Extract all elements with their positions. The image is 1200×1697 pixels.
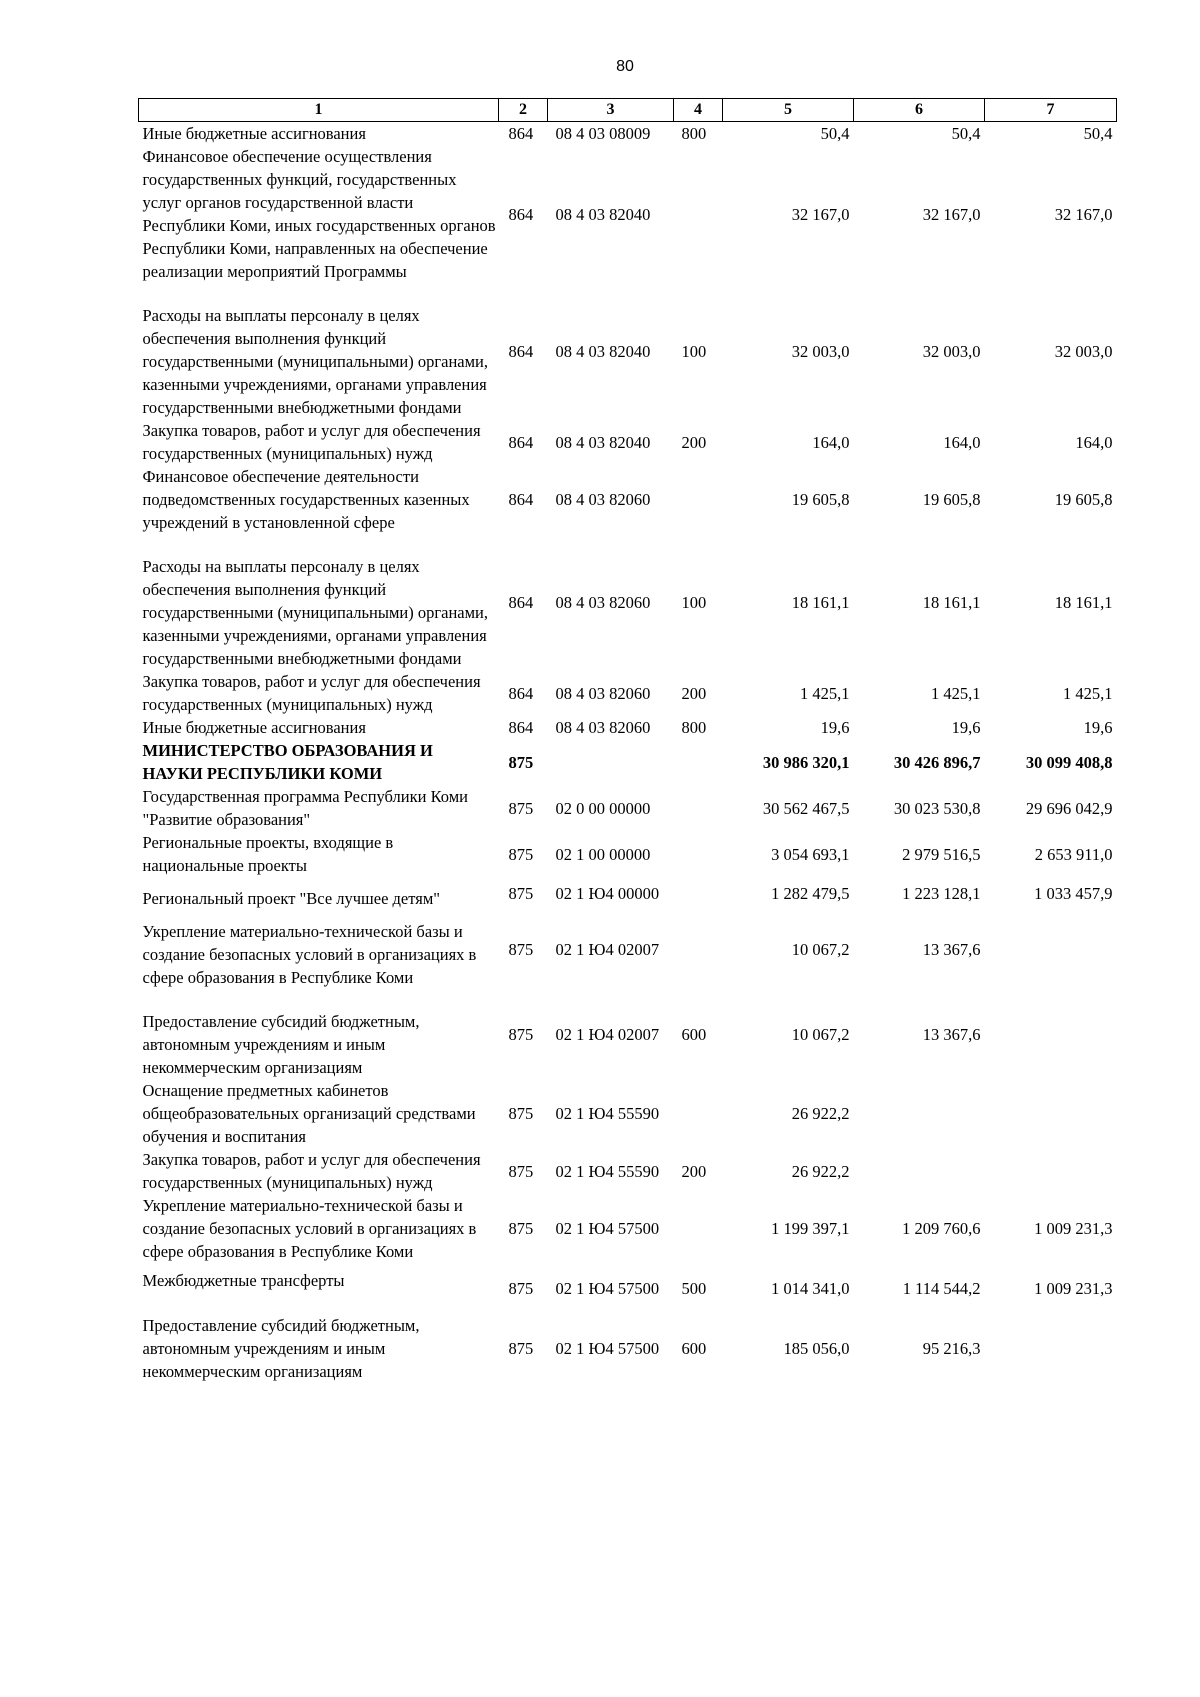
table-row xyxy=(139,1314,1117,1383)
row-admin-code: 875 xyxy=(508,1161,534,1181)
row-value-col6: 164,0 xyxy=(943,432,981,452)
row-value-col5: 50,4 xyxy=(820,124,850,143)
row-target-article: 08 4 03 82060 xyxy=(555,490,651,509)
row-value-col5: 32 167,0 xyxy=(791,204,850,224)
table-row xyxy=(139,419,1117,465)
row-expense-type xyxy=(674,877,723,910)
row-value-col6: 1 223 128,1 xyxy=(902,884,981,903)
row-admin-code: 875 xyxy=(508,1024,534,1044)
row-admin-code: 875 xyxy=(508,798,534,818)
budget-table-container xyxy=(138,98,1116,1383)
row-expense-type: 800 xyxy=(681,718,707,737)
row-value-col7 xyxy=(985,1314,1117,1383)
row-value-col6: 13 367,6 xyxy=(922,1024,981,1044)
row-admin-code: 864 xyxy=(508,683,534,703)
header-col-2: 2 xyxy=(499,99,548,122)
table-row xyxy=(139,145,1117,283)
header-col-7: 7 xyxy=(985,99,1117,122)
row-target-article xyxy=(548,739,674,785)
row-value-col5: 164,0 xyxy=(812,432,850,452)
row-value-col7: 32 003,0 xyxy=(1054,341,1113,361)
row-admin-code: 864 xyxy=(508,124,534,143)
row-name: Финансовое обеспечение осуществления государственных функций, государственных услуг органов государственной власти Республики Коми, иных государственных органов Республики Коми, направленных на обеспечение реализации мероприятий Программы xyxy=(142,147,496,281)
row-value-col6: 1 425,1 xyxy=(931,683,981,703)
table-row xyxy=(139,877,1117,910)
table-row xyxy=(139,910,1117,989)
row-admin-code: 875 xyxy=(508,752,534,772)
row-expense-type xyxy=(674,465,723,534)
page-number: 80 xyxy=(616,58,634,75)
row-name: Межбюджетные трансферты xyxy=(142,1271,345,1290)
row-expense-type: 100 xyxy=(681,341,707,361)
row-target-article: 02 1 Ю4 57500 xyxy=(555,1219,660,1238)
row-value-col5: 26 922,2 xyxy=(791,1104,850,1123)
row-value-col6: 19 605,8 xyxy=(922,490,981,509)
row-value-col5: 26 922,2 xyxy=(791,1161,850,1181)
row-name: МИНИСТЕРСТВО ОБРАЗОВАНИЯ И НАУКИ РЕСПУБЛИКИ КОМИ xyxy=(142,741,433,783)
table-row xyxy=(139,534,1117,670)
row-value-col7 xyxy=(985,1079,1117,1148)
table-row xyxy=(139,283,1117,419)
row-admin-code: 875 xyxy=(508,1104,534,1123)
row-target-article: 08 4 03 82040 xyxy=(555,432,651,452)
row-admin-code: 875 xyxy=(508,1219,534,1238)
row-expense-type xyxy=(674,831,723,877)
row-value-col7: 50,4 xyxy=(1083,124,1113,143)
table-row xyxy=(139,739,1117,785)
row-target-article: 08 4 03 82040 xyxy=(555,204,651,224)
row-expense-type: 200 xyxy=(681,1161,707,1181)
row-value-col7: 1 425,1 xyxy=(1063,683,1113,703)
row-name: Закупка товаров, работ и услуг для обеспечения государственных (муниципальных) нужд xyxy=(142,1150,481,1192)
row-value-col7 xyxy=(985,910,1117,989)
row-target-article: 02 1 Ю4 02007 xyxy=(555,940,660,959)
row-value-col5: 10 067,2 xyxy=(791,940,850,959)
row-admin-code: 864 xyxy=(508,432,534,452)
row-expense-type xyxy=(674,910,723,989)
row-value-col7: 1 009 231,3 xyxy=(1034,1279,1113,1298)
row-admin-code: 864 xyxy=(508,718,534,737)
row-target-article: 08 4 03 82060 xyxy=(555,683,651,703)
table-row xyxy=(139,1194,1117,1263)
row-admin-code: 864 xyxy=(508,592,534,612)
row-value-col5: 1 425,1 xyxy=(800,683,850,703)
row-expense-type: 600 xyxy=(681,1024,707,1044)
row-value-col6: 30 426 896,7 xyxy=(893,752,981,772)
header-col-5: 5 xyxy=(723,99,854,122)
budget-table xyxy=(138,98,1117,1383)
row-admin-code: 864 xyxy=(508,490,534,509)
row-value-col5: 10 067,2 xyxy=(791,1024,850,1044)
table-row xyxy=(139,831,1117,877)
row-value-col5: 3 054 693,1 xyxy=(771,844,850,864)
row-value-col7 xyxy=(985,989,1117,1079)
table-row xyxy=(139,989,1117,1079)
row-value-col6: 18 161,1 xyxy=(922,592,981,612)
table-row xyxy=(139,1079,1117,1148)
row-name: Региональные проекты, входящие в национальные проекты xyxy=(142,833,394,875)
column-number-header-row xyxy=(139,99,1117,122)
row-name: Иные бюджетные ассигнования xyxy=(142,124,366,143)
row-value-col7: 2 653 911,0 xyxy=(1034,844,1113,864)
row-value-col5: 18 161,1 xyxy=(791,592,850,612)
row-name: Государственная программа Республики Коми "Развитие образования" xyxy=(142,787,468,829)
row-value-col7: 1 033 457,9 xyxy=(1034,884,1113,903)
row-target-article: 02 1 Ю4 55590 xyxy=(555,1104,660,1123)
table-row xyxy=(139,122,1117,146)
row-value-col7: 19 605,8 xyxy=(1054,490,1113,509)
row-name: Финансовое обеспечение деятельности подведомственных государственных казенных учреждений в установленной сфере xyxy=(142,467,470,532)
row-value-col7: 30 099 408,8 xyxy=(1025,752,1113,772)
row-value-col6 xyxy=(854,1079,985,1148)
row-expense-type: 200 xyxy=(681,683,707,703)
table-row xyxy=(139,785,1117,831)
row-value-col7: 1 009 231,3 xyxy=(1034,1219,1113,1238)
row-name: Региональный проект "Все лучшее детям" xyxy=(142,889,440,908)
row-admin-code: 875 xyxy=(508,940,534,959)
row-value-col7: 164,0 xyxy=(1075,432,1113,452)
row-value-col5: 19 605,8 xyxy=(791,490,850,509)
row-admin-code: 864 xyxy=(508,341,534,361)
row-value-col5: 185 056,0 xyxy=(783,1339,850,1358)
header-col-3: 3 xyxy=(548,99,674,122)
row-name: Расходы на выплаты персоналу в целях обеспечения выполнения функций государственными (муниципальными) органами, казенными учреждениями, органами управления государственными внебюджетными фондами xyxy=(142,557,489,668)
row-value-col6: 95 216,3 xyxy=(922,1339,981,1358)
row-name: Укрепление материально-технической базы и создание безопасных условий в организациях в сфере образования в Республике Коми xyxy=(142,922,477,987)
row-value-col7: 19,6 xyxy=(1083,718,1113,737)
row-target-article: 02 1 Ю4 55590 xyxy=(555,1161,660,1181)
row-value-col7: 29 696 042,9 xyxy=(1025,798,1113,818)
row-admin-code: 875 xyxy=(508,844,534,864)
row-value-col5: 1 014 341,0 xyxy=(771,1279,850,1298)
row-value-col6: 2 979 516,5 xyxy=(902,844,981,864)
row-value-col6: 1 114 544,2 xyxy=(902,1279,981,1298)
row-expense-type: 800 xyxy=(681,124,707,143)
row-target-article: 02 1 Ю4 02007 xyxy=(555,1024,660,1044)
header-col-1: 1 xyxy=(139,99,499,122)
row-expense-type: 200 xyxy=(681,432,707,452)
row-target-article: 02 1 00 00000 xyxy=(555,844,651,864)
row-value-col6: 13 367,6 xyxy=(922,940,981,959)
row-expense-type xyxy=(674,785,723,831)
row-value-col6: 1 209 760,6 xyxy=(902,1219,981,1238)
row-admin-code: 875 xyxy=(508,1279,534,1298)
row-value-col5: 1 282 479,5 xyxy=(771,884,850,903)
row-target-article: 02 1 Ю4 00000 xyxy=(555,884,660,903)
row-name: Расходы на выплаты персоналу в целях обеспечения выполнения функций государственными (муниципальными) органами, казенными учреждениями, органами управления государственными внебюджетными фондами xyxy=(142,306,489,417)
row-name: Предоставление субсидий бюджетным, автономным учреждениям и иным некоммерческим организациям xyxy=(142,1316,420,1381)
row-expense-type: 500 xyxy=(681,1279,707,1298)
row-expense-type: 600 xyxy=(681,1339,707,1358)
row-value-col5: 30 562 467,5 xyxy=(762,798,850,818)
row-expense-type xyxy=(674,1194,723,1263)
row-value-col5: 32 003,0 xyxy=(791,341,850,361)
row-target-article: 08 4 03 82060 xyxy=(555,592,651,612)
table-row xyxy=(139,1263,1117,1314)
table-row xyxy=(139,670,1117,716)
row-value-col6 xyxy=(854,1148,985,1194)
row-value-col5: 30 986 320,1 xyxy=(762,752,850,772)
row-target-article: 02 0 00 00000 xyxy=(555,798,651,818)
row-value-col6: 32 167,0 xyxy=(922,204,981,224)
row-target-article: 02 1 Ю4 57500 xyxy=(555,1339,660,1358)
row-target-article: 08 4 03 08009 xyxy=(555,124,651,143)
row-name: Закупка товаров, работ и услуг для обеспечения государственных (муниципальных) нужд xyxy=(142,421,481,463)
row-target-article: 08 4 03 82060 xyxy=(555,718,651,737)
row-value-col5: 19,6 xyxy=(820,718,850,737)
row-expense-type xyxy=(674,739,723,785)
row-expense-type xyxy=(674,1079,723,1148)
table-row xyxy=(139,716,1117,739)
header-col-6: 6 xyxy=(854,99,985,122)
row-name: Предоставление субсидий бюджетным, автономным учреждениям и иным некоммерческим организациям xyxy=(142,1012,420,1077)
row-target-article: 02 1 Ю4 57500 xyxy=(555,1279,660,1298)
row-name: Закупка товаров, работ и услуг для обеспечения государственных (муниципальных) нужд xyxy=(142,672,481,714)
row-value-col7: 18 161,1 xyxy=(1054,592,1113,612)
row-value-col6: 30 023 530,8 xyxy=(893,798,981,818)
row-admin-code: 875 xyxy=(508,884,534,903)
row-value-col7: 32 167,0 xyxy=(1054,204,1113,224)
row-value-col6: 32 003,0 xyxy=(922,341,981,361)
row-value-col6: 50,4 xyxy=(951,124,981,143)
row-target-article: 08 4 03 82040 xyxy=(555,341,651,361)
row-name: Укрепление материально-технической базы и создание безопасных условий в организациях в сфере образования в Республике Коми xyxy=(142,1196,477,1261)
row-expense-type xyxy=(674,145,723,283)
row-name: Оснащение предметных кабинетов общеобразовательных организаций средствами обучения и воспитания xyxy=(142,1081,476,1146)
row-admin-code: 875 xyxy=(508,1339,534,1358)
header-col-4: 4 xyxy=(674,99,723,122)
row-name: Иные бюджетные ассигнования xyxy=(142,718,366,737)
row-admin-code: 864 xyxy=(508,204,534,224)
table-row xyxy=(139,1148,1117,1194)
row-value-col6: 19,6 xyxy=(951,718,981,737)
row-value-col7 xyxy=(985,1148,1117,1194)
row-expense-type: 100 xyxy=(681,592,707,612)
table-row xyxy=(139,465,1117,534)
row-value-col5: 1 199 397,1 xyxy=(771,1219,850,1238)
